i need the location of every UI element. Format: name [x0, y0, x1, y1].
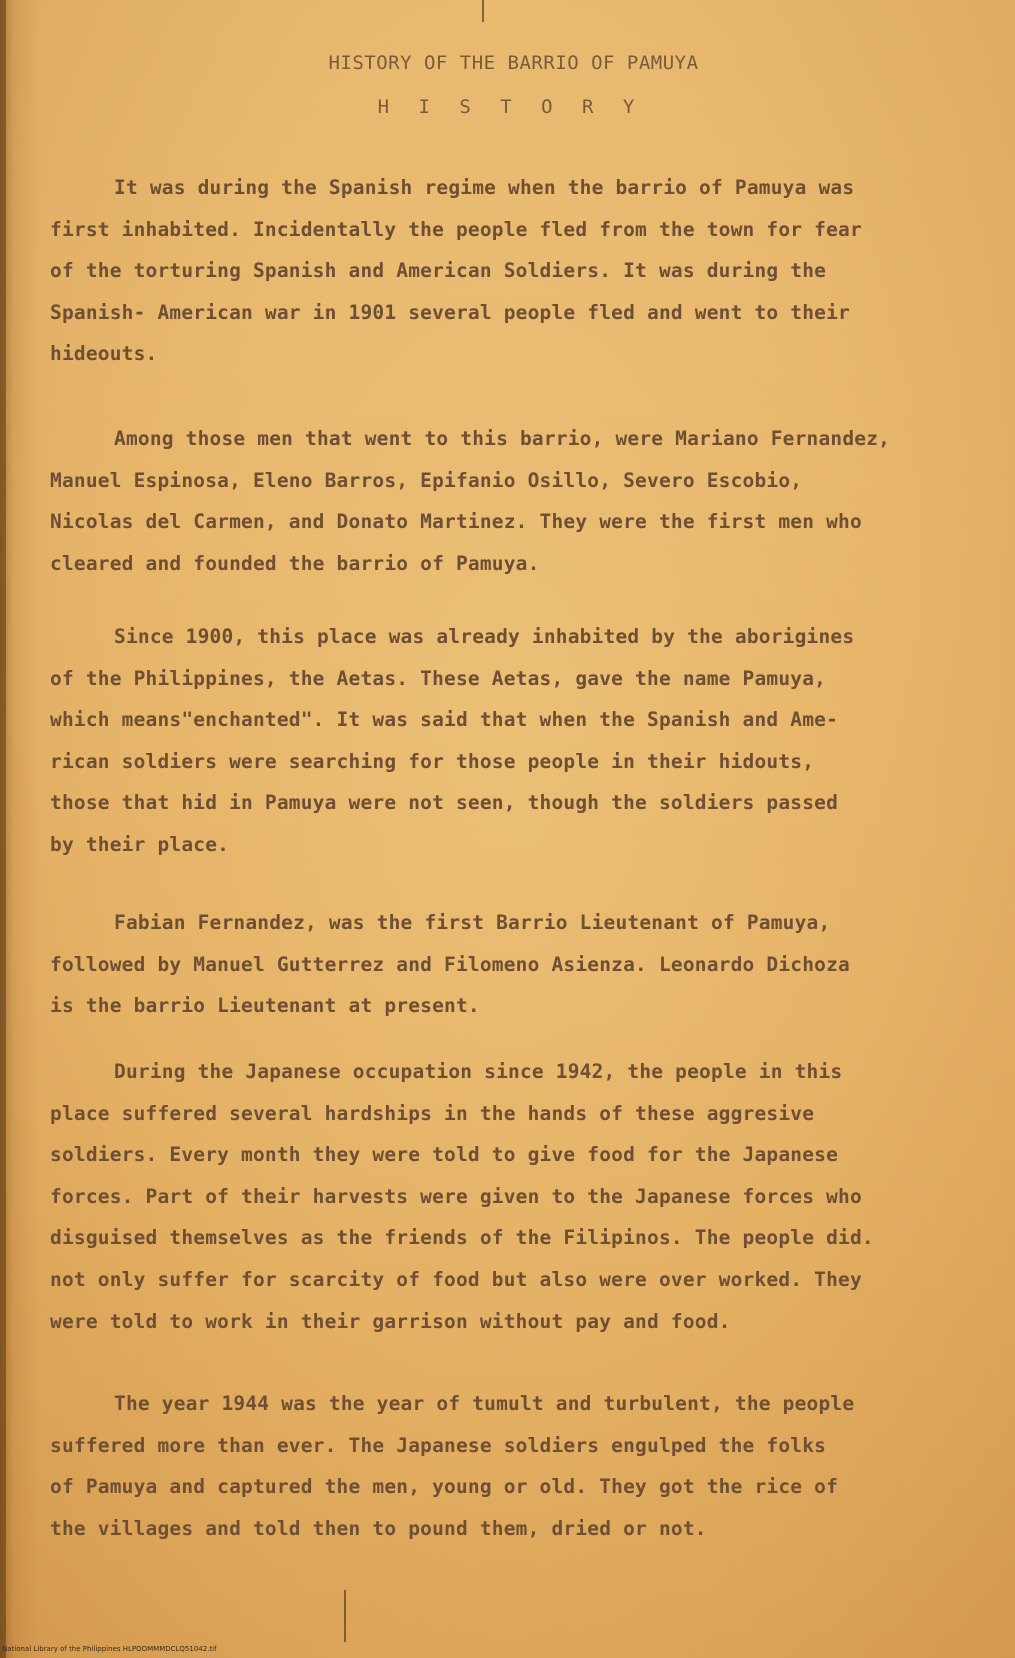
document-subtitle: H I S T O R Y: [377, 96, 644, 118]
text-line: Spanish- American war in 1901 several people fled and went to their: [50, 300, 850, 324]
text-line: by their place.: [50, 832, 230, 856]
text-line: of Pamuya and captured the men, young or old. They got the rice of: [50, 1475, 839, 1499]
page-edge-shadow: [0, 0, 6, 1658]
text-line: Nicolas del Carmen, and Donato Martinez. They were the first men who: [50, 510, 862, 534]
text-line: not only suffer for scarcity of food but also were over worked. They: [50, 1267, 862, 1291]
text-line: followed by Manuel Gutterrez and Filomeno Asienza. Leonardo Dichoza: [50, 952, 850, 976]
archive-footer: National Library of the Philippines HLPOOMMMDCLQ51042.tif: [2, 1645, 217, 1653]
text-line: were told to work in their garrison without pay and food.: [50, 1309, 731, 1333]
text-line: It was during the Spanish regime when the barrio of Pamuya was: [114, 176, 855, 199]
text-line: place suffered several hardships in the hands of these aggresive: [50, 1101, 815, 1125]
text-line: of the torturing Spanish and American Soldiers. It was during the: [50, 259, 827, 283]
text-line: soldiers. Every month they were told to give food for the Japanese: [50, 1143, 839, 1167]
stray-pen-mark: [482, 0, 484, 22]
text-line: Since 1900, this place was already inhabited by the aborigines: [114, 625, 855, 648]
text-line: which means"enchanted". It was said that when the Spanish and Ame-: [50, 708, 839, 732]
stray-pen-mark: [344, 1590, 346, 1642]
text-line: of the Philippines, the Aetas. These Aetas, gave the name Pamuya,: [50, 666, 827, 690]
text-line: the villages and told then to pound them, dried or not.: [50, 1516, 707, 1540]
paragraph-3: [50, 616, 950, 866]
text-line: those that hid in Pamuya were not seen, though the soldiers passed: [50, 791, 839, 815]
text-line: hideouts.: [50, 342, 158, 366]
text-line: cleared and founded the barrio of Pamuya.: [50, 551, 540, 575]
text-line: suffered more than ever. The Japanese soldiers engulped the folks: [50, 1433, 827, 1457]
paragraph-6: [50, 1383, 950, 1549]
text-line: Manuel Espinosa, Eleno Barros, Epifanio Osillo, Severo Escobio,: [50, 468, 803, 492]
text-line: The year 1944 was the year of tumult and turbulent, the people: [114, 1392, 855, 1415]
paragraph-1: [50, 167, 950, 375]
text-line: Fabian Fernandez, was the first Barrio Lieutenant of Pamuya,: [114, 911, 831, 934]
text-line: forces. Part of their harvests were given to the Japanese forces who: [50, 1184, 862, 1208]
text-line: Among those men that went to this barrio, were Mariano Fernandez,: [114, 427, 891, 450]
text-line: is the barrio Lieutenant at present.: [50, 994, 480, 1018]
text-line: During the Japanese occupation since 1942, the people in this: [114, 1060, 843, 1083]
text-line: rican soldiers were searching for those people in their hidouts,: [50, 749, 815, 773]
text-line: first inhabited. Incidentally the people fled from the town for fear: [50, 217, 862, 241]
paragraph-5: [50, 1051, 950, 1342]
text-line: disguised themselves as the friends of the Filipinos. The people did.: [50, 1226, 874, 1250]
document-title: HISTORY OF THE BARRIO OF PAMUYA: [328, 52, 699, 74]
paragraph-4: [50, 902, 950, 1027]
paragraph-2: [50, 418, 950, 584]
